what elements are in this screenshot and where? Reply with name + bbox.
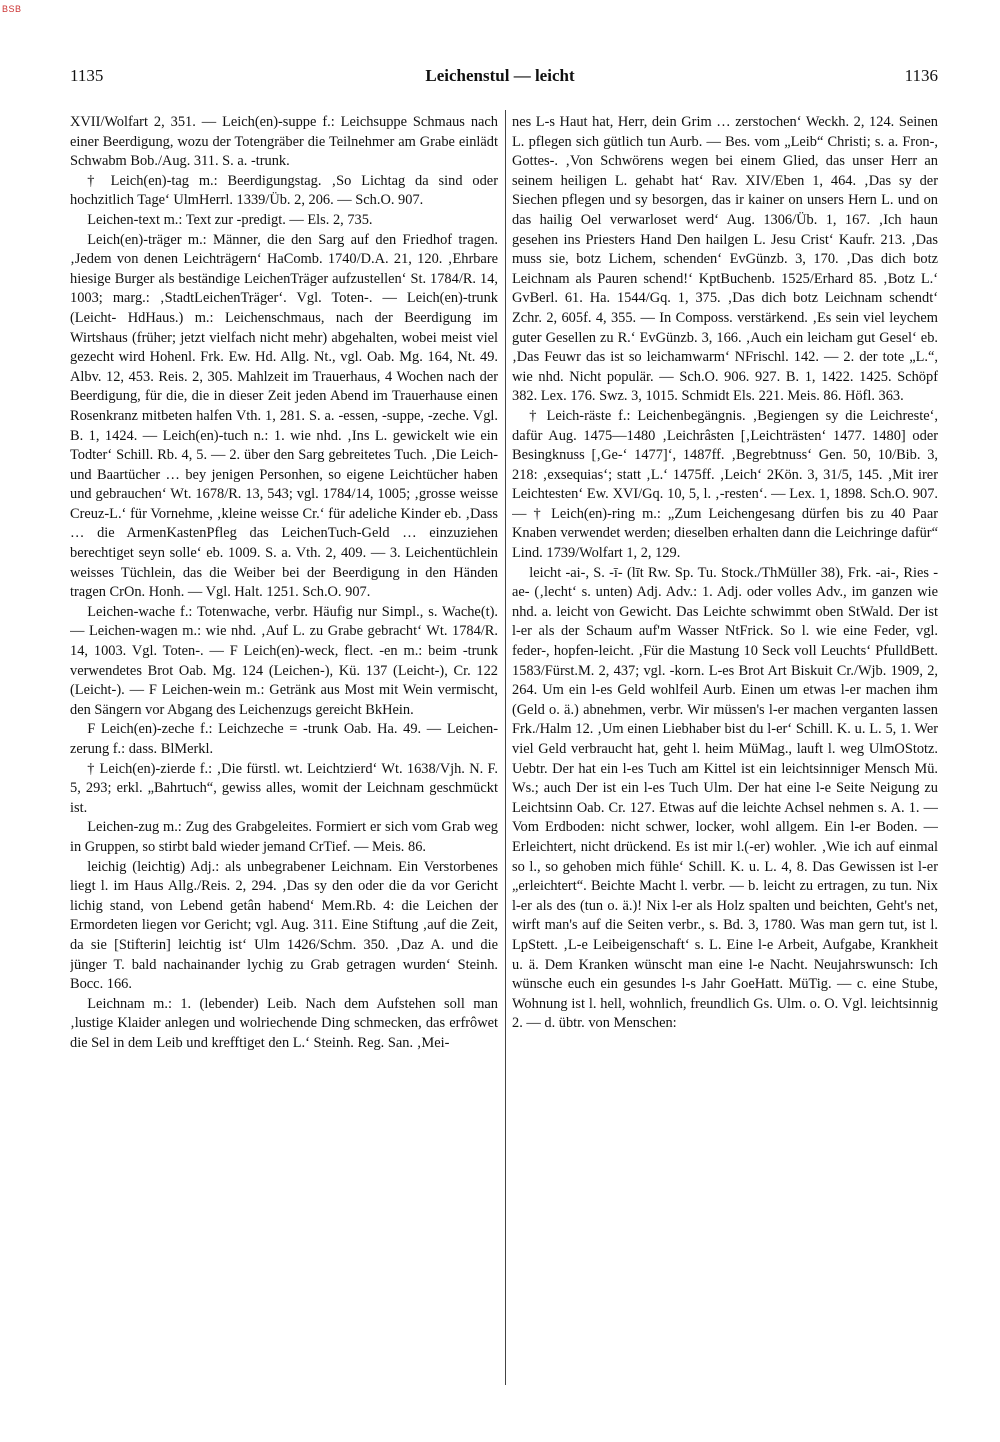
entry-paragraph: † Leich-räste f.: Leichenbegängnis. ‚Begiengen sy die Leichreste‘, dafür Aug. 1475—1480 ‚Leichrâsten [‚Leichträsten‘ 1477. 1480] oder Besingknuss [‚Ge-‘ 1477]‘, 1487ff. ‚Begrebtnuss‘ Gen. 50, 10/Bib. 3, 218: ‚exsequias‘; statt ‚L.‘ 1475ff. ‚Leich‘ 2Kön. 3, 31/5, 145. ‚Mit irer Leichtesten‘ Ew. XVI/Gq. 10, 5, l. ‚-resten‘. — Lex. 1, 1898. Sch.O. 907. — † Leich(en)-ring m.: „Zum Leichengesang dürfen bis zu 40 Paar Knaben verwendet werden; dieselben erhalten dann die Leichringe dafür“ Lind. 1739/Wolfart 1, 2, 129.	[512, 407, 938, 562]
right-column	[512, 113, 938, 1383]
page-number-right: 1136	[904, 66, 938, 85]
entry-paragraph: XVII/Wolfart 2, 351. — Leich(en)-suppe f.: Leichsuppe Schmaus nach einer Beerdigung, wozu der Totengräber die Teilnehmer am Grabe einlädt Schwabm Bob./Aug. 311. S. a. -trunk.	[70, 114, 498, 170]
entry-paragraph: leichig (leichtig) Adj.: als unbegrabener Leichnam. Ein Verstorbenes liegt l. im Haus Allg./Reis. 2, 294. ‚Das sy den oder die da vor Gericht lichig stand, von Lebend getân habend‘ Mem.Rb. 4: die Leichen der Ermordeten liegen vor Gericht; vgl. Aug. 311. Eine Stiftung ‚auf die Zeit, da sie [Stifterin] leichtig ist‘ Ulm 1426/Schm. 350. ‚Daz A. und die jünger T. bald nachainander lychig zu Grab getragen wurden‘ Steinh. Bocc. 166.	[70, 858, 498, 993]
entry-paragraph: nes L-s Haut hat, Herr, dein Grim … zerstochen‘ Weckh. 2, 124. Seinen L. pflegen sich gütlich tun Aurb. — Bes. vom „Leib“ Christi; s. a. Fron-, Gottes-. ‚Von Schwörens wegen bei einem Glied, das unser Herr an seinem heiligen L. gehabt hat‘ Rav. XIV/Eben 1, 464. ‚Das sy der Siechen pflegen und sy besorgen, das ir kainer on unsers Hern L. und on das hailig Oel verwarloset werd‘ Aug. 1306/Üb. 1, 167. ‚Ich haun gesehen ins Priesters Hand Den hailgen L. Jesu Crist‘ Kaufr. 213. ‚Das muss sie, botz Lichem, schenden‘ EvGünzb. 3, 170. ‚Das dich botz Leichnam als Pauren schend!‘ KptBuchenb. 1525/Erhard 85. ‚Botz L.‘ GvBerl. 61. Ha. 1544/Gq. 1, 375. ‚Das dich botz Leichnam schendt‘ Zchr. 2, 605f. 4, 355. — In Composs. verstärkend. ‚Es sein viel leychem guter Gesellen zu R.‘ EvGünzb. 3, 166. ‚Auch ein leicham gut Gesel‘ eb. ‚Das Feuwr das ist so leichamwarm‘ NFrischl. 142. — 2. der tote „L.“, wie nhd. Nicht populär. — Sch.O. 906. 927. B. 1, 1422. 1425. Schöpf 382. Lex. 176. Swz. 3, 1015. Schmidt Els. 221. Meis. 86. Höfl. 363.	[512, 114, 938, 405]
library-stamp: BSB	[2, 4, 22, 14]
entry-paragraph: Leichnam m.: 1. (lebender) Leib. Nach dem Aufstehen soll man ‚lustige Klaider anlegen und wolriechende Ding schmecken, das erfrôwet die Sel in dem Leib und krefftiget den L.‘ Steinh. Reg. San. ‚Mei-	[70, 995, 498, 1051]
entry-paragraph: Leichen-wache f.: Totenwache, verbr. Häufig nur Simpl., s. Wache(t). — Leichen-wagen m.: wie nhd. ‚Auf L. zu Grabe gebracht‘ Wt. 1784/R. 14, 1003. Vgl. Toten-. — F Leich(en)-weck, flect. -en m.: beim -trunk verwendetes Brot Oab. Mg. 124 (Leichen-), Kü. 137 (Leicht-), Cr. 122 (Leicht-). — F Leichen-wein m.: Getränk aus Most mit Wein vermischt, den Sängern vor Abgang des Leichenzugs gereicht BkHein.	[70, 603, 498, 718]
left-column	[70, 113, 498, 1383]
entry-paragraph: F Leich(en)-zeche f.: Leichzeche = -trunk Oab. Ha. 49. — Leichen-zerung f.: dass. BlMerkl.	[70, 721, 498, 757]
entry-paragraph: Leich(en)-träger m.: Männer, die den Sarg auf den Friedhof tragen. ‚Jedem von denen Leichträgern‘ HaComb. 1740/D.A. 21, 120. ‚Ehrbare hiesige Burger als beständige LeichenTräger aufzustellen‘ St. 1784/R. 14, 1003; marg.: ‚StadtLeichenTräger‘. Vgl. Toten-. — Leich(en)-trunk (Leicht- HdHaus.) m.: Leichenschmaus, nach der Beerdigung im Wirtshaus (früher; jetzt vielfach nicht mehr) abgehalten, wobei meist viel gezecht wird Hohenl. Frk. Ew. Hd. Allg. Nt., vgl. Oab. Mg. 164, Nt. 49. Albv. 12, 453. Reis. 2, 305. Mahlzeit im Trauerhaus, 4 Wochen nach der Beerdigung, für die, die in dieser Zeit jeden Abend im Trauerhause einen Rosenkranz mitbeten halfen Vth. 1, 281. S. a. -essen, -suppe, -zeche. Vgl. B. 1, 1424. — Leich(en)-tuch n.: 1. wie nhd. ‚Ins L. gewickelt wie ein Todter‘ Schill. Rb. 4, 5. — 2. über den Sarg gebreitetes Tuch. ‚Die Leich- und Baartücher … bey jenigen Personhen, so eigene Leichtücher haben und gebrauchen‘ Wt. 1678/R. 13, 543; vgl. 1784/14, 1005; ‚grosse weisse Creuz-L.‘ für Vornehme, ‚kleine weisse Cr.‘ für adeliche Kinder eb. ‚Dass … die ArmenKastenPfleg das LeichenTuch-Geld … einzuziehen berechtiget seyn solle‘ eb. 1009. S. a. Vth. 2, 409. — 3. Leichentüchlein weisses Tüchlein, das die Weiber bei der Beerdigung in den Händen tragen CrOn. Honh. — Vgl. Halt. 1251. Sch.O. 907.	[70, 231, 498, 601]
entry-paragraph: Leichen-zug m.: Zug des Grabgeleites. Formiert er sich vom Grab weg in Gruppen, so stirbt bald wieder jemand CrTief. — Meis. 86.	[70, 819, 498, 855]
entry-paragraph: leicht -ai-, S. -ī- (līt Rw. Sp. Tu. Stock./ThMüller 38), Frk. -ai-, Ries -ae- (‚lecht‘ s. unten) Adj. Adv.: 1. Adj. oder volles Adv., im ganzen wie nhd. a. leicht von Gewicht. Das Leichte schwimmt oben StWald. Der ist l-er als der Schaum auf'm Wasser NtFrick. So l. wie eine Feder, vgl. feder-, hopfen-leicht. ‚Für die Mastung 10 Seck voll Leuchts‘ PfulldBett. 1583/Fürst.M. 2, 437; vgl. -korn. L-es Brot Art Biskuit Cr./Wjb. 1909, 2, 264. Um ein l-es Geld wohlfeil Aurb. Einen um etwas l-er machen ihm (Geld o. ä.) abnehmen, verbr. Wir müssen's l-er machen verganten lassen Frk./Halm 12. ‚Um einen Liebhaber bist du l-er‘ Schill. K. u. L. 5, 1. Wer viel Geld verbraucht hat, geht l. heim MüMag., lauft l. weg UlmOStotz. Uebtr. Der hat ein l-es Tuch am Kittel ist ein leichtsinniger Mensch Mü. Ws.; auch Der ist ein l-es Tuch Ulm. Der hat eine l-e Seite Neigung zu Leichtsinn Oab. Cr. 127. Etwas auf die leichte Achsel nehmen s. A. 1. — Vom Erdboden: nicht schwer, locker, wohl allgem. Ein l-er Boden. — Erleichtert, nicht drückend. Es ist mir l.(-er) wohler. ‚Wie ich auf einmal so l., so gehoben mich fühle‘ Schill. K. u. L. 4, 8. Das Gewissen ist l-er „erleichtert“. Beichte Macht l. verbr. — b. leicht zu ertragen, zu tun. Nix l-er als des (tun o. ä.)! Nix l-er als Holz spalten und beichten, Geht's net, wirft man's auf die Seiten verbr., s. Bd. 3, 1780. Was man gern tut, ist l. LpStett. ‚L-e Leibeigenschaft‘ s. L. Eine l-e Arbeit, Aufgabe, Krankheit u. ä. Dem Kranken wünscht man eine l-e Nacht. Neujahrswunsch: Ich wünsche euch ein gesundes l-s Jahr GoeHatt. MüTig. — c. eine Stube, Wohnung ist l. hell, wohnlich, freundlich Gs. Ulm. o. O. Vgl. leichtsinnig 2. — d. übtr. von Menschen:	[512, 564, 938, 1032]
page-title: Leichenstul — leicht	[425, 66, 575, 85]
entry-paragraph: Leichen-text m.: Text zur -predigt. — Els. 2, 735.	[87, 211, 373, 228]
page-header	[0, 66, 1000, 90]
entry-paragraph: † Leich(en)-zierde f.: ‚Die fürstl. wt. Leichtzierd‘ Wt. 1638/Vjh. N. F. 5, 293; erkl. „Bahrtuch“, gewiss alles, womit der Leichnam geschmückt ist.	[70, 760, 498, 816]
column-divider	[505, 110, 506, 1385]
page-number-left: 1135	[70, 66, 104, 85]
entry-paragraph: † Leich(en)-tag m.: Beerdigungstag. ‚So Lichtag da sind oder hochzitlich Tage‘ UlmHerrl. 1339/Üb. 2, 206. — Sch.O. 907.	[70, 172, 498, 209]
